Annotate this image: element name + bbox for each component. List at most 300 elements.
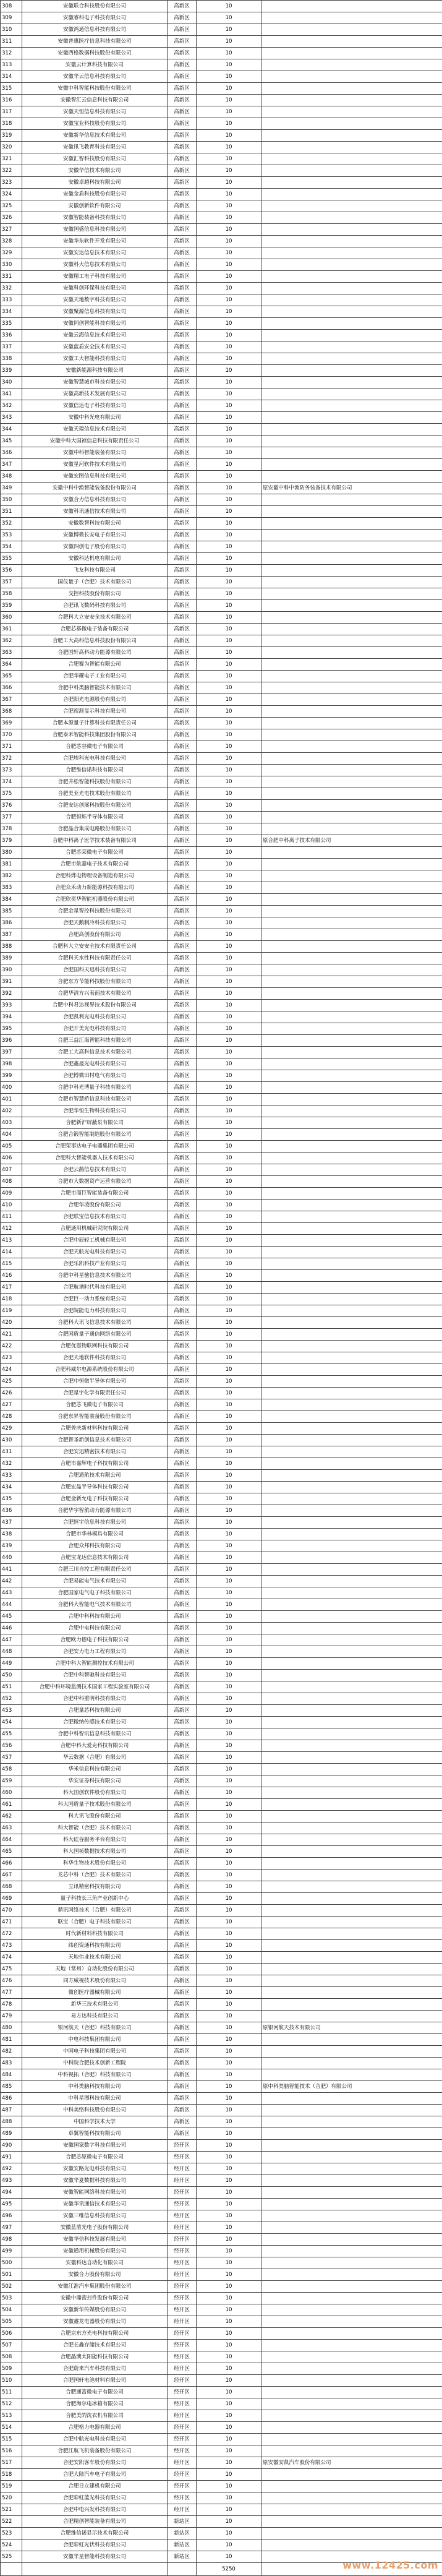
table-row [1,2328,442,2340]
score-cell: 10 [197,1681,261,1693]
table-row [1,1517,442,1529]
company-name-cell: 合肥易能电气技术有限公司 [22,1576,168,1587]
note-cell: 原银河航天技术有限公司 [261,2022,442,2034]
score-cell: 10 [197,330,261,341]
table-row [1,447,442,459]
score-cell: 10 [197,2398,261,2410]
note-cell [261,283,442,294]
company-name-cell: 安徽安达信息技术有限公司 [22,247,168,259]
district-cell: 高新区 [168,588,197,600]
score-cell: 10 [197,2257,261,2269]
table-row [1,424,442,436]
table-row [1,870,442,882]
note-cell [261,59,442,71]
district-cell: 高新区 [168,823,197,835]
note-cell [261,1905,442,1917]
district-cell: 高新区 [168,1493,197,1505]
row-number-cell: 381 [1,859,22,870]
score-cell: 10 [197,2222,261,2234]
district-cell: 高新区 [168,2034,197,2046]
row-number-cell: 483 [1,2058,22,2069]
table-row [1,1470,442,1482]
score-cell: 10 [197,259,261,271]
note-cell [261,2516,442,2528]
company-name-cell: 飞友科技有限公司 [22,565,168,577]
row-number-cell: 432 [1,1458,22,1470]
note-cell [261,694,442,706]
district-cell: 高新区 [168,1752,197,1764]
district-cell: 高新区 [168,694,197,706]
row-number-cell: 325 [1,200,22,212]
note-cell [261,1070,442,1082]
district-cell: 高新区 [168,624,197,635]
company-name-cell: 安徽新华传媒股份有限公司 [22,2304,168,2316]
row-number-cell: 393 [1,1000,22,1011]
district-cell: 高新区 [168,741,197,753]
company-name-cell: 银河航天（合肥）科技有限公司 [22,2022,168,2034]
district-cell: 高新区 [168,1117,197,1129]
table-row [1,283,442,294]
district-cell: 高新区 [168,1364,197,1376]
score-cell: 10 [197,706,261,718]
district-cell: 高新区 [168,24,197,36]
district-cell: 高新区 [168,1446,197,1458]
score-cell: 10 [197,694,261,706]
score-cell: 10 [197,118,261,130]
row-number-cell: 468 [1,1881,22,1893]
district-cell: 高新区 [168,506,197,518]
note-cell [261,1423,442,1435]
note-cell [261,1917,442,1928]
table-row [1,2351,442,2363]
score-cell: 10 [197,459,261,471]
district-cell: 经开区 [168,2387,197,2398]
note-cell [261,530,442,541]
note-cell [261,24,442,36]
company-name-cell: 安徽科大信息技术有限公司 [22,259,168,271]
district-cell: 高新区 [168,1975,197,1987]
district-cell: 高新区 [168,424,197,436]
note-cell [261,2222,442,2234]
table-row [1,1952,442,1964]
district-cell: 高新区 [168,1082,197,1094]
note-cell [261,1364,442,1376]
district-cell: 高新区 [168,659,197,671]
row-number-cell: 327 [1,224,22,236]
company-name-cell: 量子科技长三角产业创新中心 [22,1893,168,1905]
table-row [1,2304,442,2316]
score-cell: 10 [197,1799,261,1811]
row-number-cell: 470 [1,1905,22,1917]
company-name-cell: 合肥格力电器有限公司 [22,2422,168,2434]
table-row [1,1047,442,1058]
score-cell: 10 [197,1728,261,1740]
district-cell: 高新区 [168,1764,197,1775]
district-cell: 高新区 [168,1000,197,1011]
score-cell: 10 [197,447,261,459]
total-row-blank-cell [1,2563,22,2576]
company-name-cell: 安徽中科智能科技股份有限公司 [22,83,168,95]
table-row [1,224,442,236]
table-row [1,118,442,130]
score-cell: 10 [197,1070,261,1082]
row-number-cell: 492 [1,2163,22,2175]
table-row [1,765,442,776]
score-cell: 10 [197,906,261,917]
note-cell [261,1823,442,1834]
score-cell: 10 [197,353,261,365]
district-cell: 高新区 [168,941,197,953]
district-cell: 高新区 [168,671,197,682]
note-cell [261,2187,442,2199]
table-row [1,2046,442,2058]
company-name-cell: 合肥美亚光电技术股份有限公司 [22,788,168,800]
table-row [1,694,442,706]
district-cell: 高新区 [168,471,197,483]
score-cell: 10 [197,2445,261,2457]
table-row [1,271,442,283]
note-cell [261,2363,442,2375]
row-number-cell: 441 [1,1564,22,1576]
company-name-cell: 鼎讯网络技术（合肥）有限公司 [22,1905,168,1917]
score-cell: 10 [197,530,261,541]
district-cell: 高新区 [168,788,197,800]
score-cell: 10 [197,1717,261,1728]
row-number-cell: 337 [1,341,22,353]
score-cell: 10 [197,1106,261,1117]
score-cell: 10 [197,647,261,659]
row-number-cell: 485 [1,2081,22,2093]
score-cell: 10 [197,1858,261,1870]
note-cell [261,1200,442,1211]
score-cell: 10 [197,1775,261,1787]
note-cell [261,1728,442,1740]
row-number-cell: 459 [1,1775,22,1787]
row-number-cell: 324 [1,189,22,200]
company-name-cell: 安徽华讯通信技术有限公司 [22,2199,168,2210]
table-row [1,741,442,753]
company-name-cell: 合肥通航技术有限公司 [22,1470,168,1482]
table-row [1,389,442,400]
district-cell: 高新区 [168,1341,197,1352]
note-cell [261,189,442,200]
row-number-cell: 469 [1,1893,22,1905]
score-cell: 10 [197,471,261,483]
table-row [1,1458,442,1470]
district-cell: 高新区 [168,1270,197,1282]
company-name-cell: 安徽云计算科技有限公司 [22,59,168,71]
table-row [1,1176,442,1188]
company-name-cell: 合肥通用机械研究院有限公司 [22,1223,168,1235]
company-name-cell: 合肥科天水性科技有限责任公司 [22,953,168,964]
company-name-cell: 合肥彩虹蓝光科技有限公司 [22,2492,168,2504]
row-number-cell: 363 [1,647,22,659]
note-cell [261,1552,442,1564]
district-cell: 经开区 [168,2492,197,2504]
district-cell: 经开区 [168,2375,197,2387]
score-cell: 10 [197,1529,261,1540]
row-number-cell: 451 [1,1681,22,1693]
note-cell [261,964,442,976]
note-cell [261,2328,442,2340]
row-number-cell: 382 [1,870,22,882]
district-cell: 高新区 [168,2046,197,2058]
row-number-cell: 412 [1,1223,22,1235]
table-row [1,1599,442,1611]
note-cell [261,71,442,83]
row-number-cell: 448 [1,1646,22,1658]
row-number-cell: 413 [1,1235,22,1247]
note-cell [261,600,442,612]
district-cell: 经开区 [168,2363,197,2375]
note-cell: 原中科类脑智能技术（合肥）有限公司 [261,2081,442,2093]
score-cell: 10 [197,1905,261,1917]
district-cell: 高新区 [168,459,197,471]
row-number-cell: 374 [1,776,22,788]
row-number-cell: 415 [1,1258,22,1270]
row-number-cell: 385 [1,906,22,917]
company-name-cell: 华米信息科技有限公司 [22,1764,168,1775]
table-row [1,2492,442,2504]
district-cell: 高新区 [168,1670,197,1681]
table-row [1,165,442,177]
table-row [1,1623,442,1634]
table-row [1,2340,442,2351]
district-cell: 高新区 [168,318,197,330]
row-number-cell: 465 [1,1846,22,1858]
row-number-cell: 431 [1,1446,22,1458]
district-cell: 高新区 [168,1787,197,1799]
district-cell: 高新区 [168,1188,197,1200]
note-cell [261,1693,442,1705]
note-cell: 原安徽安凯汽车股份有限公司 [261,2457,442,2469]
company-name-cell: 合肥中科重明科技有限公司 [22,1693,168,1705]
row-number-cell: 308 [1,1,22,12]
note-cell [261,1000,442,1011]
score-cell: 10 [197,988,261,1000]
note-cell [261,541,442,553]
company-name-cell: 合肥云鹊信息技术有限公司 [22,1164,168,1176]
district-cell: 高新区 [168,436,197,447]
district-cell: 新站区 [168,2540,197,2551]
table-row [1,1576,442,1587]
table-row [1,330,442,341]
table-row [1,2105,442,2116]
row-number-cell: 518 [1,2469,22,2481]
score-cell: 10 [197,659,261,671]
district-cell: 高新区 [168,1646,197,1658]
district-cell: 高新区 [168,1905,197,1917]
company-name-cell: 微创医疗器械有限公司 [22,1987,168,1999]
company-name-cell: 中科星图科技有限公司 [22,2093,168,2105]
company-name-cell: 合肥开美光电科技有限公司 [22,1023,168,1035]
score-cell: 10 [197,953,261,964]
row-number-cell: 358 [1,588,22,600]
table-row [1,1141,442,1153]
note-cell [261,859,442,870]
row-number-cell: 402 [1,1106,22,1117]
company-name-cell: 安徽科达机电有限公司 [22,553,168,565]
table-row [1,2022,442,2034]
note-cell [261,353,442,365]
table-row [1,1000,442,1011]
table-row [1,2540,442,2551]
score-cell: 10 [197,553,261,565]
score-cell: 10 [197,1094,261,1106]
table-row [1,647,442,659]
row-number-cell: 354 [1,541,22,553]
note-cell [261,212,442,224]
district-cell: 高新区 [168,1011,197,1023]
row-number-cell: 514 [1,2422,22,2434]
company-name-cell: 合肥众邦科技有限公司 [22,1540,168,1552]
table-row [1,1775,442,1787]
company-name-cell: 安徽蓝盾光电子股份有限公司 [22,2222,168,2234]
table-row [1,1540,442,1552]
note-cell [261,36,442,48]
row-number-cell: 361 [1,624,22,635]
table-row [1,1717,442,1728]
company-name-cell: 安徽同创智能科技有限公司 [22,318,168,330]
score-cell: 10 [197,1517,261,1529]
score-cell: 10 [197,1587,261,1599]
district-cell: 高新区 [168,294,197,306]
table-row [1,365,442,377]
district-cell: 高新区 [168,1623,197,1634]
district-cell: 高新区 [168,1129,197,1141]
score-cell: 10 [197,224,261,236]
table-row [1,142,442,153]
district-cell: 高新区 [168,1200,197,1211]
table-row [1,1870,442,1881]
company-name-cell: 合肥联宝信息技术有限公司 [22,1211,168,1223]
note-cell [261,1811,442,1823]
table-row [1,1634,442,1646]
note-cell [261,1634,442,1646]
note-cell [261,906,442,917]
table-row [1,553,442,565]
district-cell: 高新区 [168,271,197,283]
score-cell: 10 [197,1928,261,1940]
row-number-cell: 487 [1,2105,22,2116]
company-name-cell: 安徽智能装备科技有限公司 [22,212,168,224]
score-cell: 10 [197,847,261,859]
row-number-cell: 407 [1,1164,22,1176]
table-row [1,1117,442,1129]
row-number-cell: 434 [1,1482,22,1493]
score-cell: 10 [197,976,261,988]
company-name-cell: 中科视拓（合肥）科技有限公司 [22,2069,168,2081]
table-row [1,2457,442,2469]
note-cell [261,788,442,800]
note-cell [261,2152,442,2163]
table-row [1,36,442,48]
company-name-cell: 安徽合力信息科技有限公司 [22,494,168,506]
score-cell: 10 [197,577,261,588]
table-row [1,2140,442,2152]
note-cell [261,765,442,776]
note-cell [261,1153,442,1164]
note-cell [261,83,442,95]
district-cell: 高新区 [168,1411,197,1423]
row-number-cell: 515 [1,2434,22,2445]
row-number-cell: 377 [1,812,22,823]
note-cell [261,1399,442,1411]
district-cell: 高新区 [168,247,197,259]
company-name-cell: 安徽宝业科技股份有限公司 [22,118,168,130]
note-cell [261,1493,442,1505]
company-name-cell: 天地伟业技术有限公司 [22,1952,168,1964]
row-number-cell: 479 [1,2011,22,2022]
row-number-cell: 519 [1,2481,22,2492]
row-number-cell: 390 [1,964,22,976]
row-number-cell: 501 [1,2269,22,2281]
score-cell: 10 [197,2210,261,2222]
company-name-cell: 华安证券科技有限公司 [22,1775,168,1787]
score-cell: 10 [197,189,261,200]
row-number-cell: 314 [1,71,22,83]
note-cell [261,1517,442,1529]
district-cell: 高新区 [168,1458,197,1470]
row-number-cell: 433 [1,1470,22,1482]
district-cell: 高新区 [168,412,197,424]
note-cell [261,2199,442,2210]
table-row [1,812,442,823]
row-number-cell: 375 [1,788,22,800]
score-cell: 10 [197,1458,261,1470]
row-number-cell: 333 [1,294,22,306]
score-cell: 10 [197,1693,261,1705]
company-name-cell: 安徽普惠医疗信息科技有限公司 [22,36,168,48]
note-cell [261,377,442,389]
company-name-cell: 安徽新华信息技术有限公司 [22,130,168,142]
note-cell [261,1294,442,1305]
company-name-cell: 安徽天地数字科技有限公司 [22,294,168,306]
company-name-cell: 合肥美的洗衣机有限公司 [22,2410,168,2422]
district-cell: 经开区 [168,2281,197,2293]
note-cell [261,1987,442,1999]
table-row [1,1317,442,1329]
note-cell [261,976,442,988]
score-cell: 10 [197,2551,261,2563]
score-cell: 10 [197,1823,261,1834]
score-cell: 10 [197,1000,261,1011]
score-cell: 10 [197,1964,261,1975]
company-name-cell: 安徽博微长安电子有限公司 [22,530,168,541]
district-cell: 高新区 [168,600,197,612]
table-row [1,1211,442,1223]
table-row [1,48,442,59]
district-cell: 高新区 [168,765,197,776]
table-row [1,1411,442,1423]
row-number-cell: 496 [1,2210,22,2222]
score-cell: 10 [197,624,261,635]
table-row [1,2093,442,2105]
company-name-cell: 安徽新能源科技有限公司 [22,365,168,377]
row-number-cell: 525 [1,2551,22,2563]
row-number-cell: 418 [1,1294,22,1305]
table-row [1,412,442,424]
company-name-cell: 合肥埃科光电科技有限公司 [22,753,168,765]
row-number-cell: 331 [1,271,22,283]
note-cell [261,2011,442,2022]
table-row [1,2504,442,2516]
table-row [1,565,442,577]
score-cell: 10 [197,1752,261,1764]
table-row [1,1799,442,1811]
note-cell [261,1317,442,1329]
district-cell: 高新区 [168,1141,197,1153]
